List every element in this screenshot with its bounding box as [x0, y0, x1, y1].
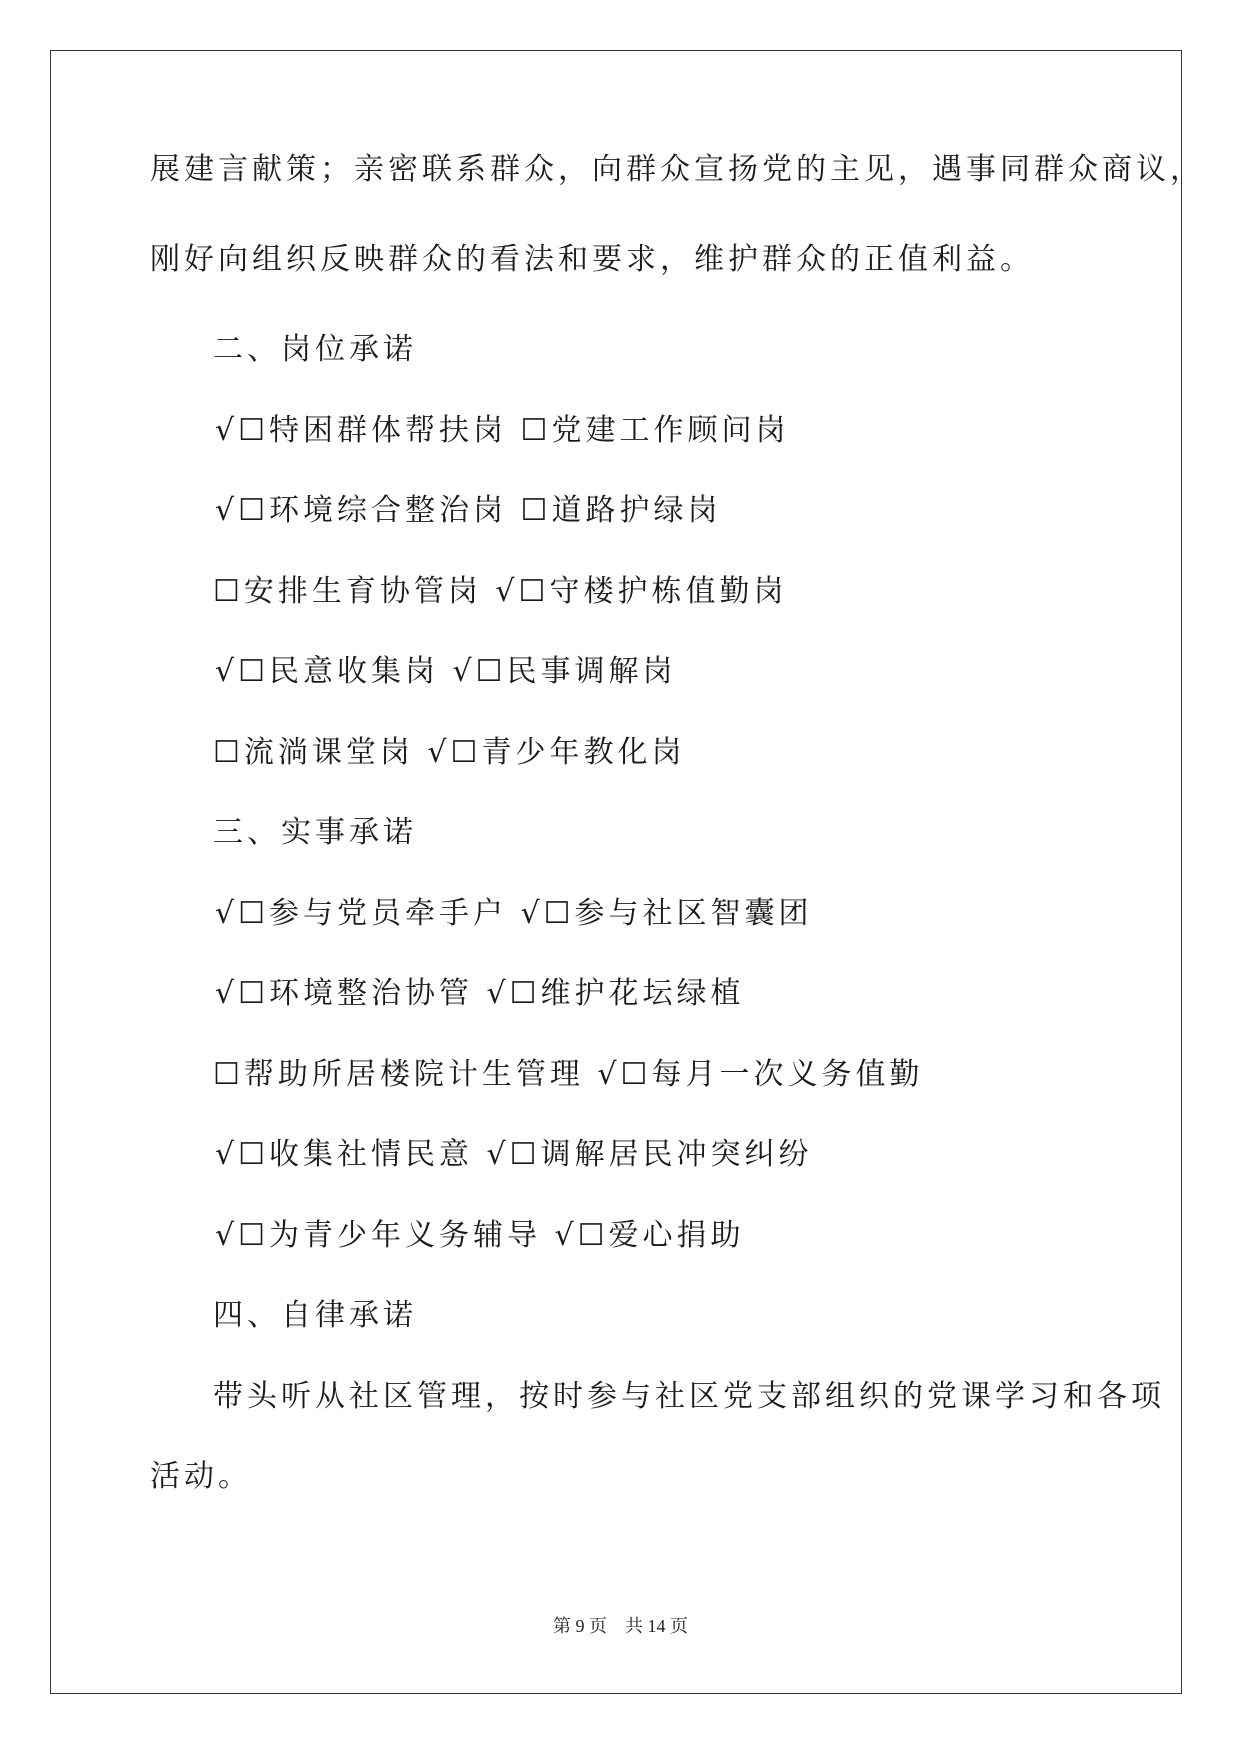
page-number-footer: 第 9 页 共 14 页	[553, 1616, 688, 1636]
checklist-line: √☐特困群体帮扶岗 ☐党建工作顾问岗	[215, 413, 790, 448]
section-heading: 四、自律承诺	[213, 1298, 417, 1333]
checklist-line: √☐民意收集岗 √☐民事调解岗	[215, 654, 677, 689]
page-frame	[50, 50, 1182, 1694]
paragraph-line: 展建言献策；亲密联系群众，向群众宣扬党的主见，遇事同群众商议，	[150, 152, 1204, 187]
paragraph-line: 刚好向组织反映群众的看法和要求，维护群众的正值利益。	[150, 242, 1034, 277]
checklist-line: √☐收集社情民意 √☐调解居民冲突纠纷	[215, 1137, 813, 1172]
section-heading: 二、岗位承诺	[213, 332, 417, 367]
checklist-line: ☐帮助所居楼院计生管理 √☐每月一次义务值勤	[213, 1057, 924, 1092]
checklist-line: ☐流淌课堂岗 √☐青少年教化岗	[213, 735, 686, 770]
section-heading: 三、实事承诺	[213, 815, 417, 850]
checklist-line: √☐环境整治协管 √☐维护花坛绿植	[215, 976, 745, 1011]
checklist-line: √☐为青少年义务辅导 √☐爱心捐助	[215, 1218, 745, 1253]
paragraph-line: 带头听从社区管理，按时参与社区党支部组织的党课学习和各项	[213, 1379, 1165, 1414]
checklist-line: ☐安排生育协管岗 √☐守楼护栋值勤岗	[213, 574, 788, 609]
paragraph-line: 活动。	[150, 1459, 252, 1494]
checklist-line: √☐参与党员牵手户 √☐参与社区智囊团	[215, 896, 813, 931]
checklist-line: √☐环境综合整治岗 ☐道路护绿岗	[215, 493, 722, 528]
